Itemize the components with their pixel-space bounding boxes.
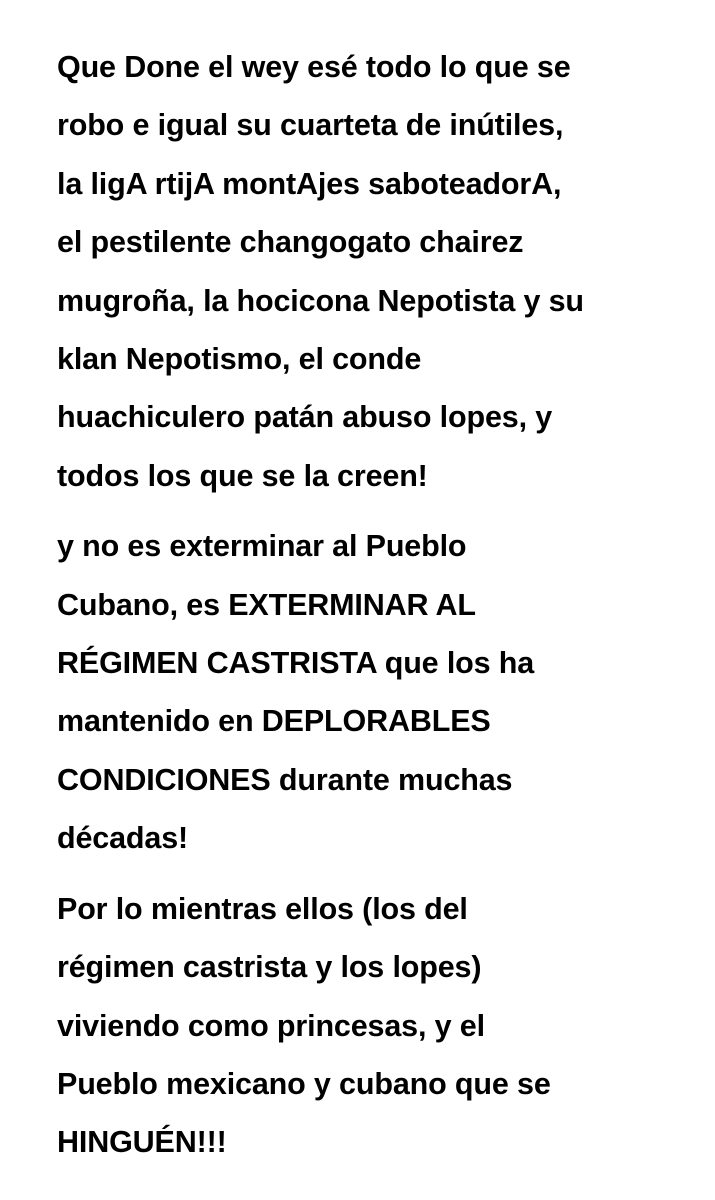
text-line: klan Nepotismo, el conde [57,342,422,377]
text-line: Por lo mientras ellos (los del [57,891,468,926]
text-line: robo e igual su cuarteta de inútiles, [57,108,564,143]
text-line: mugroña, la hocicona Nepotista y su [57,283,584,318]
text-line: Cubano, es EXTERMINAR AL [57,587,476,622]
text-line: régimen castrista y los lopes) [57,950,482,985]
text-line: todos los que se la creen! [57,458,428,493]
text-line: décadas! [57,821,189,856]
text-line: y no es exterminar al Pueblo [57,529,467,564]
text-line: RÉGIMEN CASTRISTA que los ha [57,646,535,681]
paragraph-1 [57,38,685,505]
paragraph-2 [57,517,685,867]
text-line: viviendo como princesas, y el [57,1008,485,1043]
paragraph-3 [57,880,685,1172]
text-line: huachiculero patán abuso lopes, y [57,400,553,435]
text-line: Que Done el wey esé todo lo que se [57,50,571,84]
text-line: el pestilente changogato chairez [57,225,524,260]
text-line: mantenido en DEPLORABLES [57,704,491,739]
text-line: HINGUÉN!!! [57,1125,227,1160]
text-line: la ligA rtijA montAjes saboteadorA, [57,166,562,201]
text-line: CONDICIONES durante muchas [57,762,513,797]
text-line: Pueblo mexicano y cubano que se [57,1066,551,1101]
